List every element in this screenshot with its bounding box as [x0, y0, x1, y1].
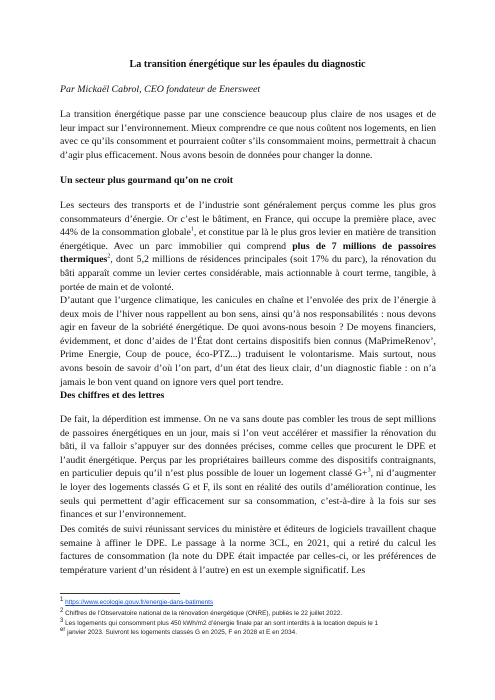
- section-heading-2: Des chiffres et des lettres: [60, 390, 165, 401]
- footnote-3: [60, 619, 440, 637]
- section-heading-1: Un secteur plus gourmand qu’on ne croit: [60, 175, 234, 186]
- footnote-1: [60, 598, 440, 607]
- footnote-text: janvier 2023. Suivront les logements classés G en 2025, F en 2028 et E en 2034.: [65, 629, 297, 636]
- footnote-number: 3: [60, 617, 64, 624]
- footnote-divider: [60, 593, 180, 594]
- footnote-number: 2: [60, 607, 64, 614]
- text-run: , ni d’augmenter le loyer des logements classés G et F, ils sont en réalité des outils d’amélioration continue, les seuls qui permettent d’agir efficacement sur sa consommation, c’est-à-dire à la fois sur ses finances et sur l’environnement.: [60, 468, 436, 521]
- article-title: La transition énergétique sur les épaules du diagnostic: [129, 59, 366, 70]
- section2-paragraph-2: Des comités de suivi réunissant services du ministère et éditeurs de logiciels travaillent chaque semaine à affiner le DPE. Le passage à la norme 3CL, en 2021, qui a retiré du calcul les factures de consommation (la note du DPE était impactée par celles-ci, or les préférences de température varient d’un résident à l’autre) en est un exemple significatif. Les: [60, 524, 436, 576]
- footnote-text: Chiffres de l’Observatoire national de la rénovation énergétique (ONRE), publiés le 22 juillet 2022.: [65, 610, 343, 617]
- emphasis-text: plus de 7 millions de passoires thermiques: [60, 240, 436, 266]
- footnote-ref-2: 2: [107, 254, 111, 261]
- text-run: Les secteurs des transports et de l’industrie sont généralement perçus comme les plus gros consommateurs d’énergie. Or c’est le bâtiment, en France, qui occupe la première place, avec 44% de la consommation globale: [60, 200, 436, 239]
- text-run: , et constitue par là le plus gros levier en matière de transition énergétique. Avec un parc immobilier qui comprend: [60, 227, 437, 252]
- footnote-ref-1: 1: [190, 226, 194, 233]
- intro-paragraph: La transition énergétique passe par une conscience beaucoup plus claire de nos usages et de leur impact sur l’environnement. Mieux comprendre ce que nous coûtent nos logements, en lien avec ce qu’ils consomment et pourraient coûter s’ils consommaient moins, permettrait à chacun d’agir plus efficacement. Nous avons besoin de données pour changer la donne.: [60, 109, 436, 161]
- section1-paragraph-1: [60, 199, 436, 294]
- footnote-ref-3: 3: [367, 468, 371, 475]
- text-run: De fait, la déperdition est immense. On ne va sans doute pas combler les trous de sept millions de passoires énergétiques en un jour, mais si l’on veut accélérer et massifier la rénovation du bâti, il va falloir s’appuyer sur des données précises, comme celles que procurent le DPE et l’audit énergétique. Perçus par les propriétaires bailleurs comme des dispositifs contraignants, en particulier depuis qu’il n’est plus possible de louer un logement classé G+: [60, 414, 436, 480]
- section1-paragraph-2: D’autant que l’urgence climatique, les canicules en chaîne et l’envolée des prix de l’énergie à deux mois de l’hiver nous rappellent au bon sens, ainsi qu’à nos responsabilités : nous devons agir en faveur de la sobriété énergétique. De quoi avons-nous besoin ? De moyens financiers, évidemment, et donc d’aides de l’État dont certains dispositifs bien connus (MaPrimeRenov’, Prime Energie, Coup de pouce, éco-PTZ...) traduisent le volontarisme. Mais surtout, nous avons besoin de savoir d’où l’on part, d’un état des lieux clair, d’un diagnostic fiable : on n’a jamais le bon vent quand on ignore vers quel port tendre.: [60, 295, 436, 388]
- footnote-link[interactable]: https://www.ecologie.gouv.fr/energie-dans-batiments: [65, 599, 214, 606]
- footnote-text: Les logements qui consomment plus 450 kWh/m2 d’énergie finale par an sont interdits à la location depuis le 1: [65, 620, 379, 627]
- footnote-superscript: er: [60, 626, 66, 633]
- text-run: , dont 5,2 millions de résidences principales (soit 17% du parc), la rénovation du bâti apparaît comme un levier certes considérable, mais actionnable à court terme, tangible, à portée de main et de volonté.: [60, 254, 436, 293]
- footnote-number: 1: [60, 596, 64, 603]
- section2-paragraph-1: [60, 413, 436, 522]
- article-byline: Par Mickaël Cabrol, CEO fondateur de Enersweet: [60, 84, 261, 95]
- footnote-2: [60, 609, 440, 618]
